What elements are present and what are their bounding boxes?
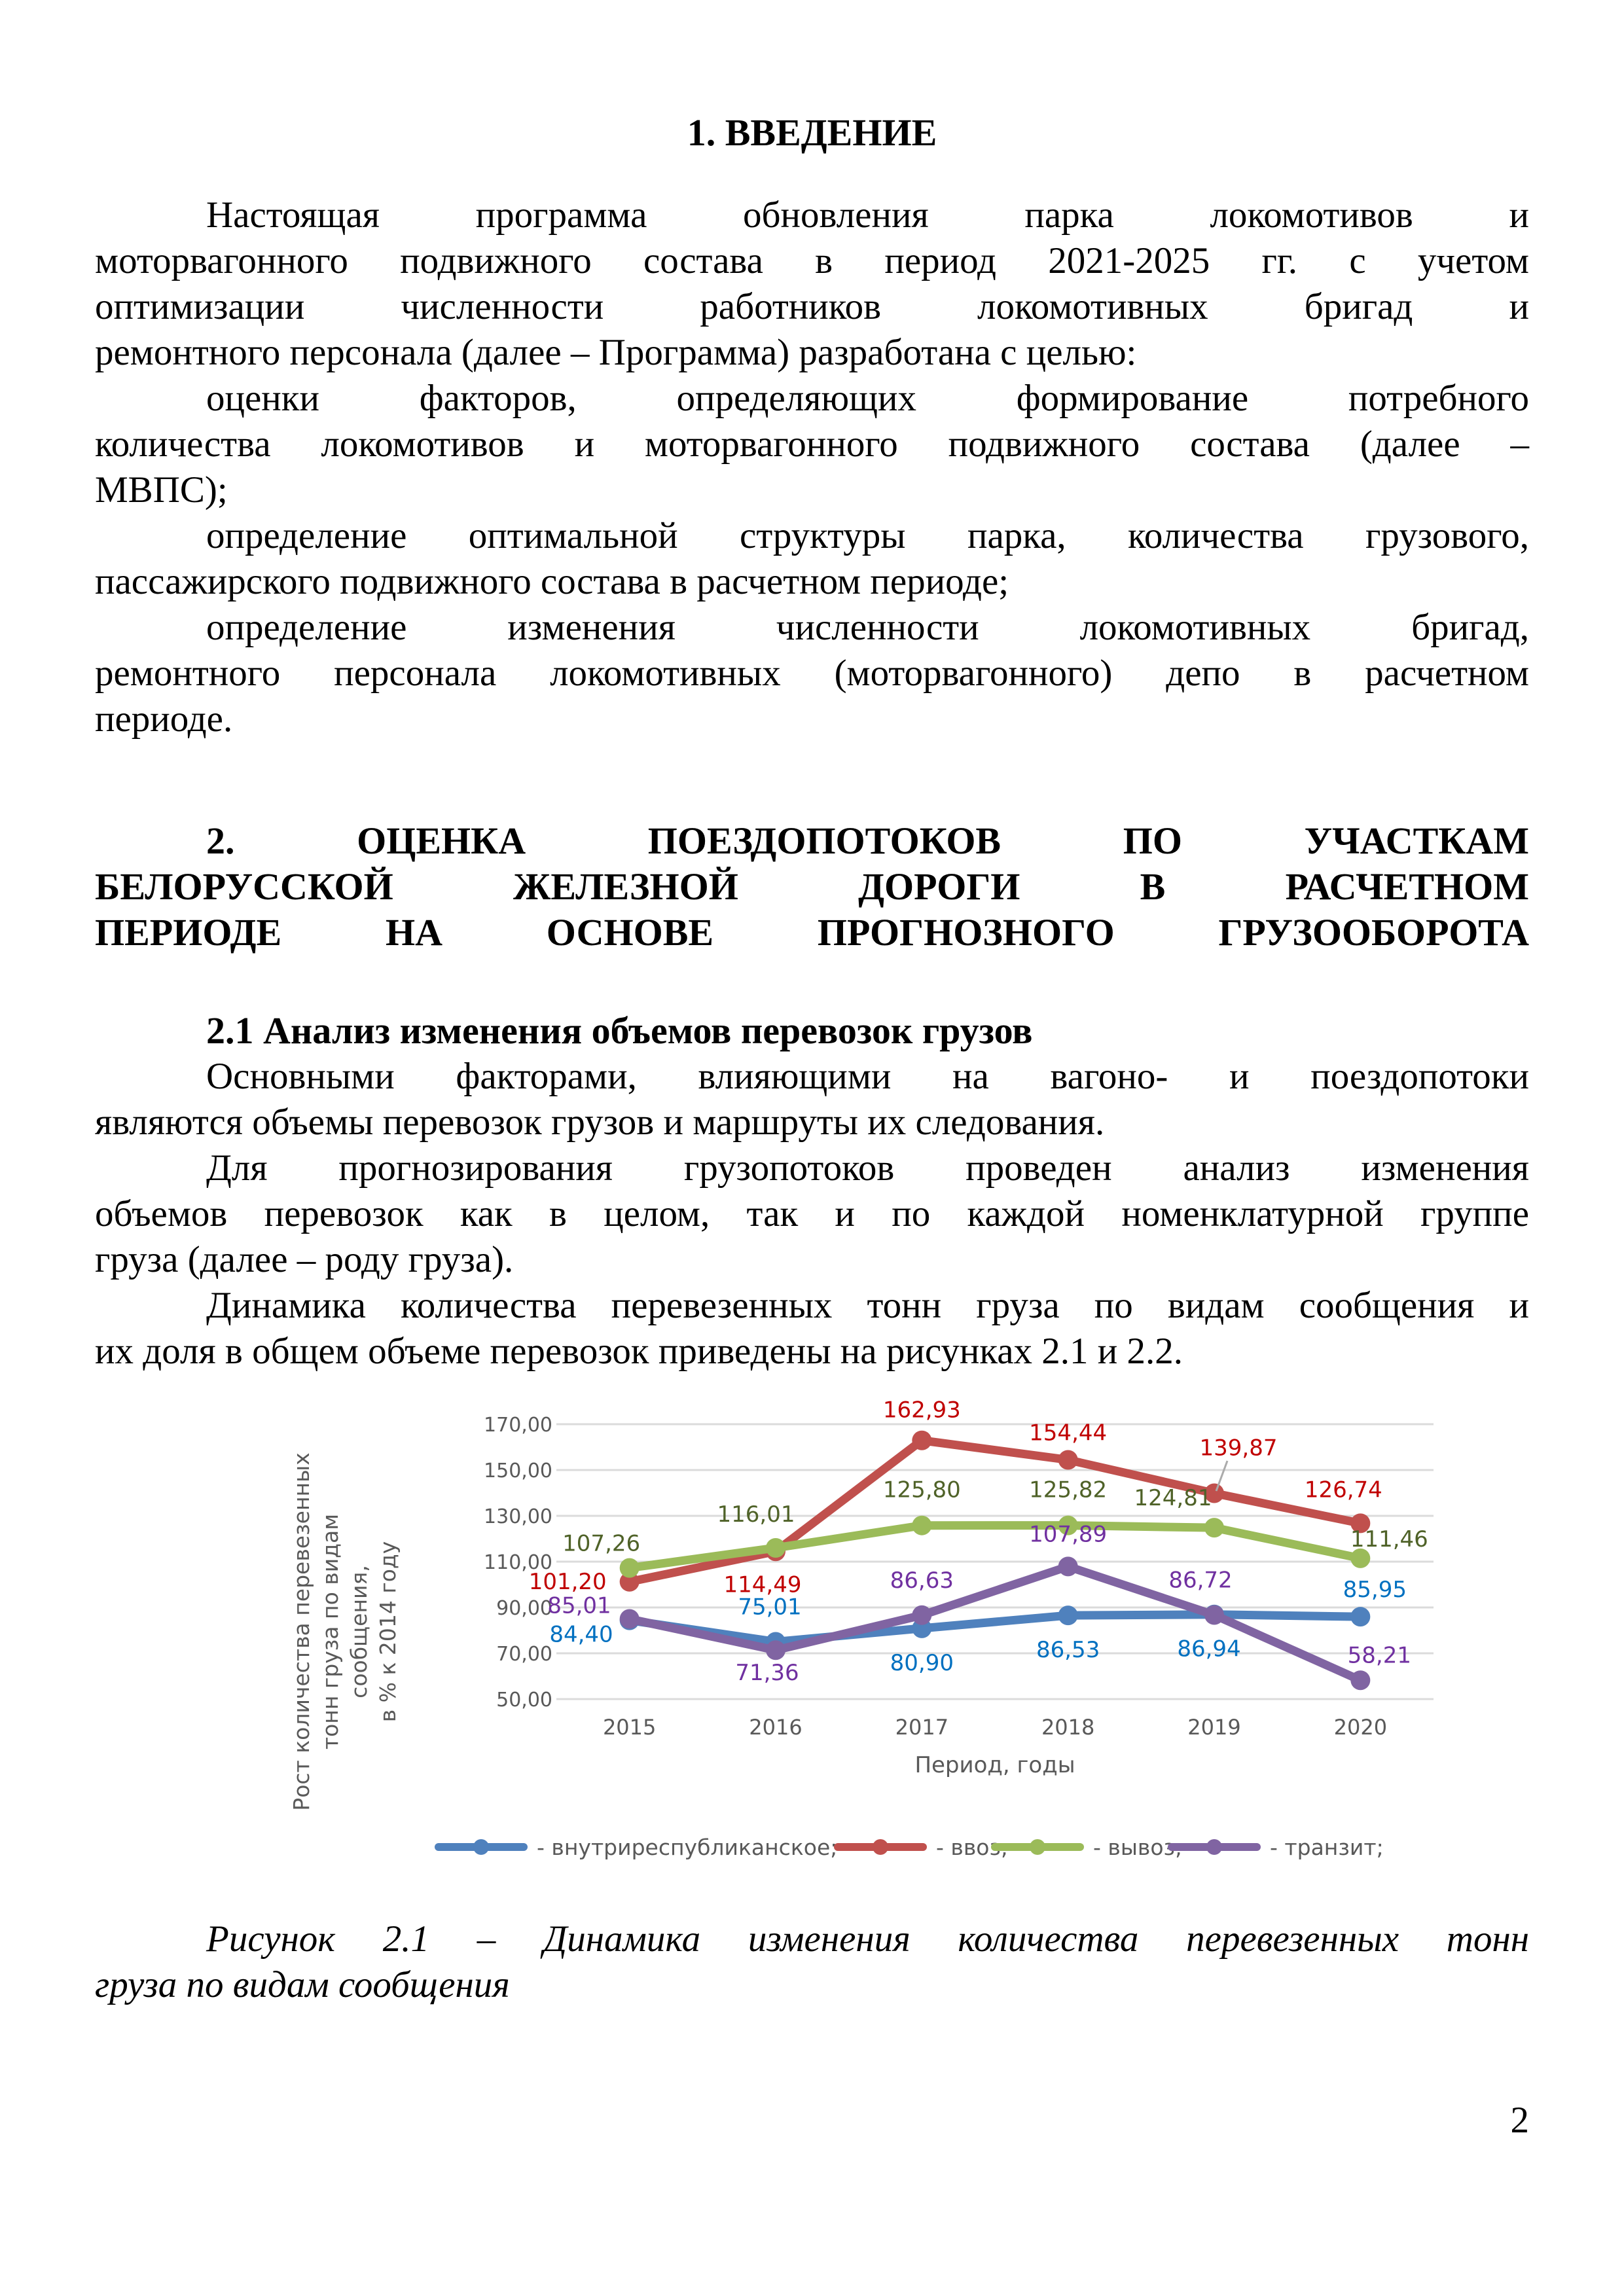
- legend-label: - транзит;: [1270, 1835, 1384, 1860]
- text-line: пассажирского подвижного состава в расчетном периоде;: [95, 561, 1009, 602]
- y-tick-label: 150,00: [484, 1460, 552, 1482]
- text-line: ремонтного персонала (далее – Программа) разработана с целью:: [95, 332, 1137, 373]
- text-line: ПЕРИОДЕ НА ОСНОВЕ ПРОГНОЗНОГО ГРУЗООБОРОТА: [95, 911, 1529, 954]
- data-point-label: 86,94: [1177, 1636, 1241, 1662]
- text-line: 2.1 Анализ изменения объемов перевозок грузов: [206, 1009, 1033, 1052]
- text-line: ремонтного персонала локомотивных (моторвагонного) депо в расчетном: [95, 653, 1529, 694]
- data-point-label: 125,82: [1029, 1477, 1108, 1503]
- text-line: Динамика количества перевезенных тонн груза по видам сообщения и: [206, 1285, 1529, 1326]
- data-point-marker: [620, 1558, 640, 1578]
- y-tick-label: 170,00: [484, 1414, 552, 1437]
- data-point-marker: [766, 1640, 785, 1660]
- label-leader-line: [1216, 1461, 1227, 1491]
- data-point-label: 85,01: [547, 1592, 611, 1619]
- text-line: оценки факторов, определяющих формирование потребного: [206, 378, 1529, 419]
- text-line: являются объемы перевозок грузов и маршруты их следования.: [95, 1102, 1105, 1143]
- paragraph-intro-1: [95, 192, 1529, 376]
- data-point-label: 71,36: [735, 1660, 799, 1687]
- data-point-label: 107,89: [1029, 1521, 1108, 1548]
- figure-caption: [95, 1916, 1529, 2008]
- x-tick-label: 2017: [895, 1715, 949, 1740]
- data-point-label: 116,01: [717, 1501, 795, 1528]
- data-point-label: 86,72: [1168, 1567, 1233, 1594]
- data-point-marker: [766, 1538, 785, 1558]
- legend-label: - вывоз;: [1093, 1835, 1183, 1860]
- x-tick-label: 2019: [1187, 1715, 1241, 1740]
- y-axis-title-line: Рост количества перевезенных: [289, 1452, 314, 1811]
- text-line: их доля в общем объеме перевозок приведены на рисунках 2.1 и 2.2.: [95, 1331, 1183, 1372]
- y-tick-label: 110,00: [484, 1551, 552, 1574]
- data-point-marker: [1204, 1605, 1224, 1624]
- paragraph-intro-4: [95, 605, 1529, 742]
- text-line: МВПС);: [95, 469, 228, 511]
- text-line: Для прогнозирования грузопотоков проведен анализ изменения: [206, 1147, 1529, 1189]
- x-axis-title: Период, годы: [914, 1752, 1075, 1778]
- data-point-label: 114,49: [723, 1571, 802, 1598]
- y-tick-label: 90,00: [496, 1597, 552, 1620]
- data-point-label: 162,93: [882, 1397, 961, 1424]
- data-point-marker: [912, 1431, 931, 1450]
- x-tick-label: 2015: [602, 1715, 657, 1740]
- text-line: БЕЛОРУССКОЙ ЖЕЛЕЗНОЙ ДОРОГИ В РАСЧЕТНОМ: [95, 865, 1529, 908]
- legend-marker-dot: [473, 1839, 489, 1855]
- data-point-label: 85,95: [1343, 1577, 1407, 1604]
- legend-marker-dot: [873, 1839, 888, 1855]
- data-point-label: 86,53: [1036, 1637, 1100, 1664]
- data-point-marker: [1058, 1556, 1078, 1576]
- y-tick-label: 130,00: [484, 1505, 552, 1528]
- paragraph-section-1: [95, 1054, 1529, 1145]
- text-line: груза по видам сообщения: [95, 1964, 510, 2005]
- paragraph-section-3: [95, 1283, 1529, 1374]
- data-point-marker: [912, 1605, 931, 1625]
- text-line: Настоящая программа обновления парка локомотивов и: [206, 194, 1529, 236]
- legend-label: - ввоз;: [936, 1835, 1009, 1860]
- section-heading: [95, 818, 1529, 956]
- x-tick-label: 2016: [749, 1715, 803, 1740]
- data-point-label: 124,81: [1134, 1485, 1212, 1512]
- data-point-label: 80,90: [890, 1649, 954, 1676]
- y-tick-label: 70,00: [496, 1643, 552, 1666]
- text-line: груза (далее – роду груза).: [95, 1239, 514, 1280]
- data-point-label: 58,21: [1347, 1642, 1412, 1669]
- data-point-label: 126,74: [1304, 1477, 1382, 1503]
- text-line: 2. ОЦЕНКА ПОЕЗДОПОТОКОВ ПО УЧАСТКАМ: [206, 819, 1529, 862]
- paragraph-intro-2: [95, 376, 1529, 513]
- data-point-label: 111,46: [1350, 1526, 1428, 1552]
- data-point-label: 107,26: [562, 1530, 641, 1557]
- y-axis-title-line: в % к 2014 году: [375, 1541, 401, 1723]
- data-point-marker: [1204, 1518, 1224, 1537]
- data-point-marker: [1058, 1450, 1078, 1469]
- legend-label: - внутриреспубликанское;: [537, 1835, 838, 1860]
- figure-2-1: [275, 1393, 1506, 1890]
- page-number: 2: [1510, 2100, 1529, 2141]
- legend-marker-dot: [1206, 1839, 1222, 1855]
- data-point-marker: [1350, 1670, 1370, 1690]
- data-point-label: 154,44: [1029, 1420, 1108, 1446]
- page-title: 1. ВВЕДЕНИЕ: [687, 111, 937, 154]
- data-point-label: 86,63: [890, 1567, 954, 1594]
- x-tick-label: 2018: [1041, 1715, 1095, 1740]
- y-tick-label: 50,00: [496, 1689, 552, 1712]
- y-axis-title-line: тонн груза по видам: [317, 1513, 343, 1750]
- text-line: оптимизации численности работников локомотивных бригад и: [95, 286, 1529, 327]
- text-line: периоде.: [95, 698, 233, 740]
- text-line: Основными факторами, влияющими на вагоно- и поездопотоки: [206, 1056, 1529, 1097]
- data-point-label: 125,80: [882, 1477, 961, 1503]
- y-axis-title: [289, 1452, 401, 1810]
- text-line: определение оптимальной структуры парка, количества грузового,: [206, 515, 1529, 556]
- data-point-label: 139,87: [1199, 1435, 1278, 1462]
- data-point-marker: [620, 1609, 640, 1628]
- data-point-marker: [1058, 1605, 1078, 1625]
- text-line: объемов перевозок как в целом, так и по каждой номенклатурной группе: [95, 1193, 1529, 1234]
- data-point-label: 84,40: [549, 1621, 613, 1648]
- text-line: определение изменения численности локомотивных бригад,: [206, 607, 1529, 648]
- legend-marker-dot: [1030, 1839, 1045, 1855]
- y-axis-title-line: сообщения,: [346, 1565, 372, 1698]
- data-point-marker: [912, 1516, 931, 1535]
- text-line: Рисунок 2.1 – Динамика изменения количества перевезенных тонн: [206, 1918, 1529, 1960]
- paragraph-section-2: [95, 1145, 1529, 1283]
- line-chart: [275, 1393, 1506, 1890]
- data-point-label: 75,01: [738, 1594, 802, 1621]
- subsection-heading: [95, 1008, 1529, 1054]
- text-line: моторвагонного подвижного состава в период 2021-2025 гг. с учетом: [95, 240, 1529, 281]
- paragraph-intro-3: [95, 513, 1529, 605]
- data-point-marker: [1350, 1607, 1370, 1626]
- x-tick-label: 2020: [1333, 1715, 1388, 1740]
- text-line: количества локомотивов и моторвагонного подвижного состава (далее –: [95, 423, 1529, 465]
- data-point-label: 101,20: [528, 1568, 607, 1595]
